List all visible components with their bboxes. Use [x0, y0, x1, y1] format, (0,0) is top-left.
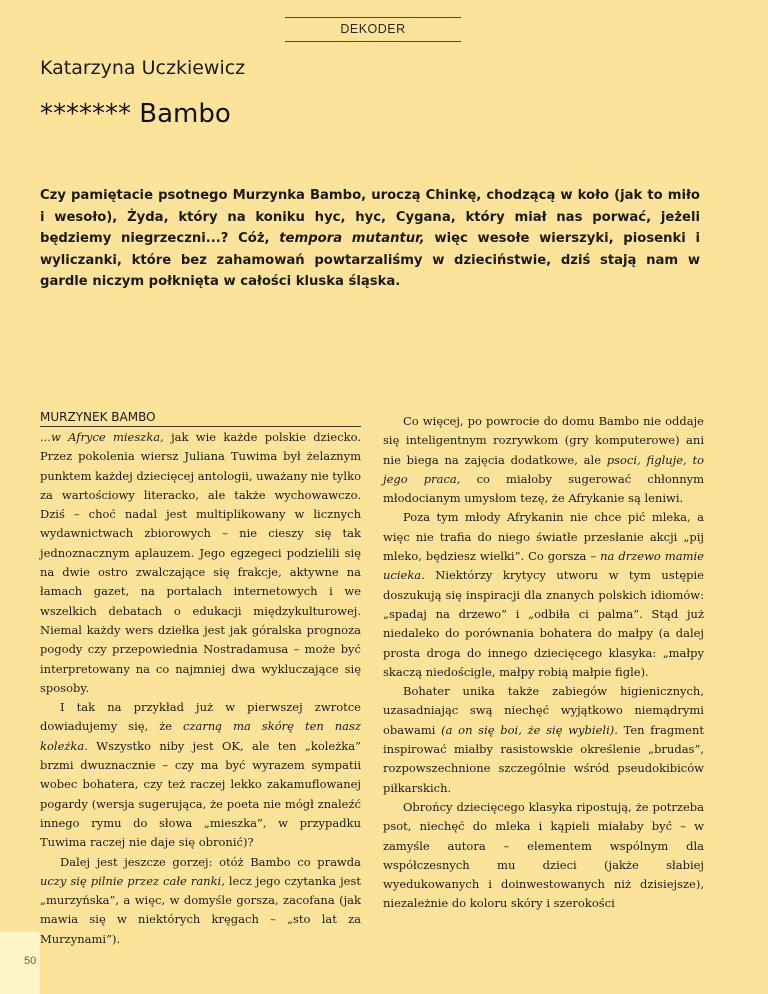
subhead: MURZYNEK BAMBO — [40, 410, 361, 427]
paragraph — [383, 508, 704, 682]
paragraph — [383, 682, 704, 798]
page-number: 50 — [24, 955, 37, 967]
italic-quote: czarną ma skórę ten nasz koleżka. — [40, 719, 361, 753]
text-run: Obrońcy dziecięcego klasyka ripostują, że potrzeba psot, niechęć do mleka i kąpieli miałaby być – w zamyśle autora – elementem wspólnym dla współczesnych mu dzieci (jakże słabiej wyedukowanych i doinwestowanych niż dzisiejsze), niezależnie do koloru skóry i szerokości — [383, 799, 704, 911]
text-run: jak wie każde polskie dziecko. Przez pokolenia wiersz Juliana Tuwima był żelaznym punktem każdej dziecięcej antologii, uważany nie tylko za wartościowy literacko, ale także wychowawczo. Dziś – choć nadal jest multiplikowany w licznych wydawnictwach zbiorowych – nie cieszy się tak jednoznacznym aplauzem. Jego egzegeci podzielili się na dwie ostro zwalczające się frakcje, aktywne na łamach gazet, na portalach internetowych i we wszelkich debatach o edukacji międzykulturowej. Niemal każdy wers dziełka jest jak góralska prognoza pogody czy przepowiednia Nostradamusa – może być interpretowany na co najmniej dwa wykluczające się sposoby. — [40, 430, 361, 695]
author-name: Katarzyna Uczkiewicz — [40, 57, 246, 79]
right-column — [383, 412, 704, 914]
text-run: I tak na przykład już w pierwszej zwrotce dowiadujemy się, że — [40, 700, 361, 734]
lead-text-1: Czy pamiętacie psotnego Murzynka Bambo, uroczą Chinkę, chodzącą w koło (jak to miło i wesoło), Żyda, który na koniku hyc, hyc, Cygana, który miał nas porwać, jeżeli będziemy niegrzeczni...? Cóż, — [40, 188, 700, 246]
text-run: Niektórzy krytycy utworu w tym ustępie doszukują się inspiracji dla znanych polskich idiomów: „spadaj na drzewo” i „odbiła ci palma”. Stąd już niedaleko do porównania bohatera do małpy (a dalej prosta droga do innego dziecięcego klasyka: „małpy skaczą niedościgle, małpy robią małpie figle). — [383, 568, 704, 679]
text-run: Wszystko niby jest OK, ale ten „koleżka” brzmi dwuznacznie – czy ma być wyrazem sympatii wobec bohatera, czy też raczej lekko zakamuflowanej pogardy (wersja sugerująca, że poeta nie mógł znaleźć innego rymu do słowa „mieszka”, w przypadku Tuwima raczej nie daje się obronić)? — [40, 738, 361, 850]
paragraph — [383, 798, 704, 914]
article-title: ******* Bambo — [40, 99, 231, 129]
italic-quote: uczy się pilnie przez całe ranki, — [40, 873, 225, 888]
paragraph — [40, 428, 361, 698]
paragraph — [383, 412, 704, 508]
section-header — [285, 17, 461, 42]
italic-quote: (a on się boi, że się wybieli). — [441, 722, 618, 737]
section-label: DEKODER — [340, 22, 406, 36]
paragraph — [40, 853, 361, 949]
lead-italic: tempora mutantur, — [279, 231, 425, 246]
text-run: Poza tym młody Afrykanin nie chce pić mleka, a więc nie trafia do niego światłe przesłanie akcji „pij mleko, będziesz wielki”. Co gorsza – — [383, 510, 704, 564]
text-run: lecz jego czytanka jest „murzyńska”, a więc, w domyśle gorsza, zacofana (jak mawia się w niektórych kręgach – „sto lat za Murzynami”). — [40, 873, 361, 946]
text-run: Dalej jest jeszcze gorzej: otóż Bambo co prawda — [60, 854, 361, 869]
left-column — [40, 410, 361, 949]
text-run: Bohater unika także zabiegów higienicznych, uzasadniając swą niechęć wyjątkowo niemądrymi obawami — [383, 684, 704, 737]
italic-quote: ...w Afryce mieszka, — [40, 430, 164, 444]
lead-text-2: więc wesołe wierszyki, piosenki i wyliczanki, które bez zahamowań powtarzaliśmy w dzieciństwie, dziś stają nam w gardle niczym połknięta w całości kluska śląska. — [40, 231, 700, 289]
text-run: Ten fragment inspirować miałby rasistowskie określenie „brudas”, rozpowszechnione szczególnie wśród pseudokibiców piłkarskich. — [383, 722, 704, 795]
text-run: co miałoby sugerować chłonnym młodocianym umysłom tezę, że Afrykanie są leniwi. — [383, 471, 705, 506]
paragraph — [40, 698, 361, 852]
article-lead — [40, 185, 700, 293]
italic-quote: na drzewo mamie ucieka. — [383, 549, 704, 583]
text-run: Co więcej, po powrocie do domu Bambo nie oddaje się inteligentnym rozrywkom (gry komputerowe) ani nie biega na zajęcia dodatkowe, ale — [383, 414, 704, 467]
italic-quote: psoci, figluje, to jego praca, — [383, 452, 704, 486]
